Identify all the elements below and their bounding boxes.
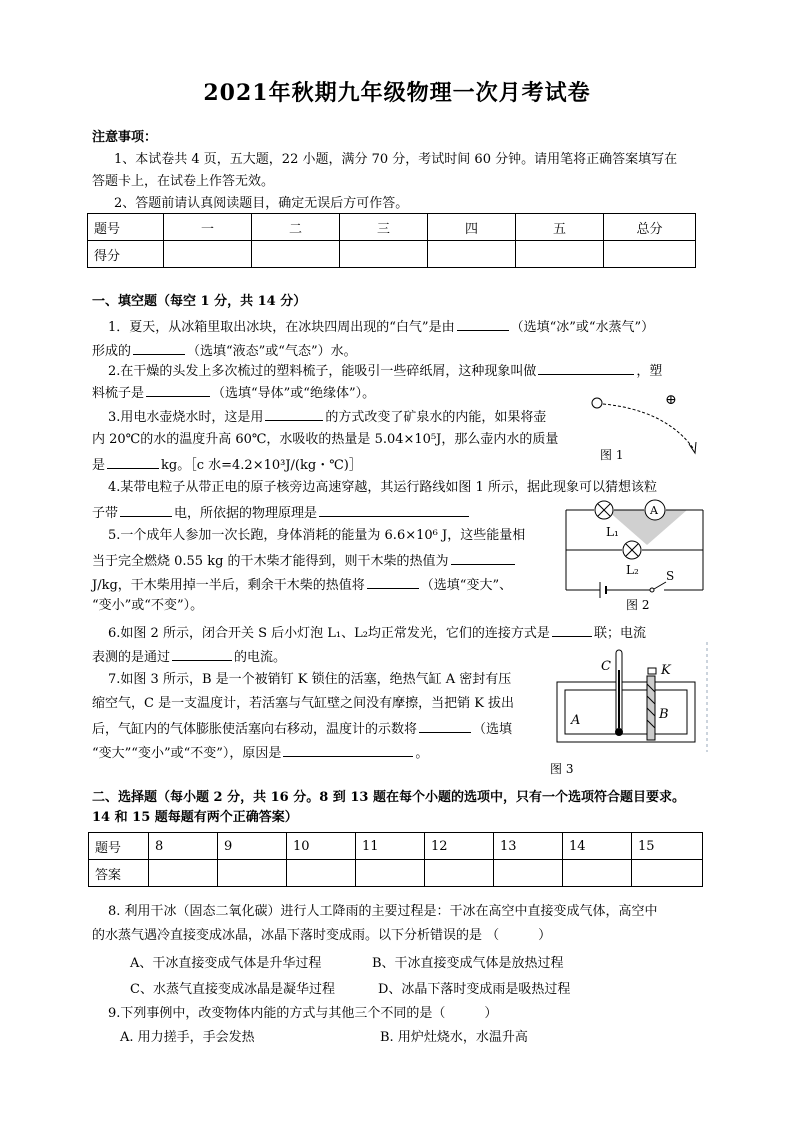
- question-3-line-2: 内 20℃的水的温度升高 60℃，水吸收的热量是 5.04×10⁵J，那么壶内水的质量: [92, 432, 559, 447]
- score-table-header-row: [88, 214, 696, 241]
- answer-header-cell: 10: [287, 833, 356, 860]
- q6-blank-2[interactable]: [172, 648, 232, 661]
- question-5-line-4: “变小”或“不变”）。: [92, 598, 204, 613]
- cylinder-inner: [565, 690, 687, 734]
- q2-text: ，塑: [636, 364, 663, 379]
- score-cell[interactable]: [164, 241, 252, 268]
- score-header-cell: 二: [252, 214, 340, 241]
- section1-heading: 一、填空题（每空 1 分，共 14 分）: [92, 294, 307, 309]
- figure-1-caption: 图 1: [600, 448, 624, 462]
- q5-text: J/kg，干木柴用掉一半后，剩余干木柴的热值将: [92, 578, 365, 593]
- q2-text: （选填“导体”或“绝缘体”）。: [212, 386, 376, 401]
- score-cell[interactable]: [516, 241, 604, 268]
- question-2-line-2: [92, 384, 375, 402]
- answer-cell[interactable]: [425, 860, 494, 887]
- answer-row-label: 答案: [89, 860, 149, 887]
- q3-text: 的方式改变了矿泉水的内能，如果将壶: [325, 410, 547, 425]
- ammeter-icon: [645, 500, 665, 520]
- question-3-line-3: [92, 456, 362, 474]
- question-9-line-1: 9.下列事例中，改变物体内能的方式与其他三个不同的是（ ）: [108, 1006, 498, 1021]
- q4-blank-2[interactable]: [319, 504, 469, 517]
- answer-cell[interactable]: [563, 860, 632, 887]
- q8-option-d[interactable]: D、冰晶下落时变成雨是吸热过程: [378, 982, 571, 997]
- l2-label: L₂: [626, 563, 639, 577]
- particle-trajectory: [603, 404, 693, 448]
- notice-line-1b: 答题卡上，在试卷上作答无效。: [92, 174, 275, 189]
- question-4-line-2: [92, 504, 471, 522]
- answer-table-header-row: [89, 833, 703, 860]
- answer-header-cell: 14: [563, 833, 632, 860]
- question-8-line-1: 8. 利用干冰（固态二氧化碳）进行人工降雨的主要过程是：干冰在高空中直接变成气体，高空中: [108, 904, 658, 919]
- pin-k: [648, 668, 656, 674]
- score-header-cell: 三: [340, 214, 428, 241]
- label-k: K: [661, 663, 671, 678]
- score-cell[interactable]: [340, 241, 428, 268]
- q8-option-c[interactable]: C、水蒸气直接变成冰晶是凝华过程: [130, 982, 335, 997]
- q3-text: 3.用电水壶烧水时，这是用: [108, 410, 264, 425]
- q8-option-b[interactable]: B、干冰直接变成气体是放热过程: [372, 956, 564, 971]
- nucleus-plus-icon: ⊕: [665, 392, 677, 408]
- score-cell[interactable]: [252, 241, 340, 268]
- question-7-line-3: [92, 720, 512, 738]
- answer-cell[interactable]: [149, 860, 218, 887]
- notice-line-2: 2、答题前请认真阅读题目，确定无误后方可作答。: [114, 196, 409, 211]
- q7-text: “变大”“变小”或“不变”），原因是: [92, 746, 282, 761]
- question-5-line-1: 5.一个成年人参加一次长跑，身体消耗的能量为 6.6×10⁶ J，这些能量相: [108, 528, 526, 543]
- answer-header-cell: 9: [218, 833, 287, 860]
- figure-2-caption: 图 2: [626, 598, 650, 612]
- question-1-line-2: [92, 342, 357, 360]
- q5-text: 当于完全燃烧 0.55 kg 的干木柴才能得到，则干木柴的热值为: [92, 554, 449, 569]
- answer-header-cell: 8: [149, 833, 218, 860]
- section2-heading-line-2: 14 和 15 题每题有两个正确答案）: [92, 810, 298, 825]
- question-7-line-4: [92, 744, 428, 762]
- figure-3: [553, 640, 711, 760]
- question-5-line-2: [92, 552, 517, 570]
- q7-text: 后，气缸内的气体膨胀使活塞向右移动，温度计的示数将: [92, 722, 418, 737]
- q1-blank-1[interactable]: [457, 318, 509, 331]
- q8-option-a[interactable]: A、干冰直接变成气体是升华过程: [130, 956, 322, 971]
- score-header-cell: 五: [516, 214, 604, 241]
- q7-text: 。: [415, 746, 429, 761]
- question-8-line-2: 的水蒸气遇冷直接变成冰晶，冰晶下落时变成雨。以下分析错误的是 （ ）: [92, 928, 552, 943]
- score-cell[interactable]: [428, 241, 516, 268]
- q3-text: 是: [92, 458, 106, 473]
- score-header-cell: 总分: [604, 214, 696, 241]
- score-table: [87, 213, 696, 268]
- score-header-cell: 题号: [88, 214, 164, 241]
- q5-blank-1[interactable]: [451, 552, 515, 565]
- q4-blank-1[interactable]: [120, 504, 172, 517]
- figure-2: [562, 500, 707, 600]
- q7-blank-1[interactable]: [419, 720, 471, 733]
- notice-line-1a: 1、本试卷共 4 页，五大题，22 小题，满分 70 分，考试时间 60 分钟。请用笔将正确答案填写在: [114, 152, 678, 167]
- figure-3-caption: 图 3: [550, 762, 574, 776]
- l1-label: L₁: [606, 525, 619, 539]
- battery-icon: [600, 582, 606, 598]
- answer-cell[interactable]: [287, 860, 356, 887]
- label-a: A: [571, 713, 581, 728]
- score-cell[interactable]: [604, 241, 696, 268]
- score-table-score-row: [88, 241, 696, 268]
- q4-text: 子带: [92, 506, 119, 521]
- q1-text: （选填“冰”或“水蒸气”）: [510, 320, 655, 335]
- answer-cell[interactable]: [218, 860, 287, 887]
- switch-label: S: [666, 569, 675, 583]
- q9-option-a[interactable]: A. 用力搓手，手会发热: [120, 1030, 255, 1045]
- q2-text: 2.在干燥的头发上多次梳过的塑料梳子，能吸引一些碎纸屑，这种现象叫做: [108, 364, 537, 379]
- question-7-line-2: 缩空气，C 是一支温度计，若活塞与气缸壁之间没有摩擦，当把销 K 拔出: [92, 696, 515, 711]
- q3-text: kg。［c 水=4.2×10³J/(kg・℃)］: [161, 458, 362, 473]
- q9-option-b[interactable]: B. 用炉灶烧水，水温升高: [380, 1030, 528, 1045]
- answer-table-answer-row: [89, 860, 703, 887]
- label-b: B: [659, 707, 669, 722]
- score-row-label: 得分: [88, 241, 164, 268]
- question-3-line-1: [108, 408, 546, 426]
- lamp-l1-icon: [595, 501, 613, 519]
- q2-text: 料梳子是: [92, 386, 145, 401]
- score-header-cell: 一: [164, 214, 252, 241]
- answer-header-cell: 12: [425, 833, 494, 860]
- q1-text: 形成的: [92, 344, 132, 359]
- lamp-l2-icon: [623, 541, 641, 559]
- q2-blank-2[interactable]: [146, 384, 210, 397]
- q1-text: （选填“液态”或“气态”）水。: [187, 344, 357, 359]
- page-title: 2021年秋期九年级物理一次月考试卷: [203, 80, 591, 106]
- answer-cell[interactable]: [632, 860, 703, 887]
- q1-text: 1．夏天，从冰箱里取出冰块，在冰块四周出现的“白气”是由: [108, 320, 455, 335]
- question-7-line-1: 7.如图 3 所示，B 是一个被销钉 K 锁住的活塞，绝热气缸 A 密封有压: [108, 672, 512, 687]
- q2-blank-1[interactable]: [538, 362, 634, 375]
- answer-cell[interactable]: [356, 860, 425, 887]
- q3-blank-2[interactable]: [107, 456, 159, 469]
- question-6-line-2: [92, 648, 286, 666]
- q4-text: 电，所依据的物理原理是: [174, 506, 318, 521]
- q6-text: 的电流。: [234, 650, 287, 665]
- q6-blank-1[interactable]: [552, 624, 592, 637]
- question-4-line-1: 4.某带电粒子从带正电的原子核旁边高速穿越，其运行路线如图 1 所示，据此现象可以猜想该粒: [108, 480, 657, 495]
- question-6-line-1: [108, 624, 646, 642]
- particle-start-icon: [592, 398, 602, 408]
- section2-heading-line-1: 二、选择题（每小题 2 分，共 16 分。8 到 13 题在每个小题的选项中，只有一个选项符合题目要求。: [92, 790, 685, 805]
- q1-blank-2[interactable]: [133, 342, 185, 355]
- q7-text: （选填: [473, 722, 513, 737]
- label-c: C: [601, 659, 611, 674]
- answer-header-cell: 11: [356, 833, 425, 860]
- q6-text: 表测的是通过: [92, 650, 171, 665]
- switch-icon: [650, 582, 666, 592]
- answer-cell[interactable]: [494, 860, 563, 887]
- question-2-line-1: [108, 362, 662, 380]
- ammeter-label: A: [650, 504, 658, 517]
- answer-table: [88, 832, 703, 887]
- q5-text: （选填“变大”、: [420, 578, 513, 593]
- q6-text: 联；电流: [593, 626, 646, 641]
- answer-header-cell: 13: [494, 833, 563, 860]
- answer-header-cell: 题号: [89, 833, 149, 860]
- q3-blank-1[interactable]: [265, 408, 323, 421]
- notice-heading: 注意事项：: [92, 130, 158, 145]
- question-1-line-1: [108, 318, 654, 336]
- q7-blank-2[interactable]: [283, 744, 413, 757]
- answer-header-cell: 15: [632, 833, 703, 860]
- score-header-cell: 四: [428, 214, 516, 241]
- q6-text: 6.如图 2 所示，闭合开关 S 后小灯泡 L₁、L₂均正常发光，它们的连接方式是: [108, 626, 550, 641]
- question-5-line-3: [92, 576, 512, 594]
- q5-blank-2[interactable]: [367, 576, 419, 589]
